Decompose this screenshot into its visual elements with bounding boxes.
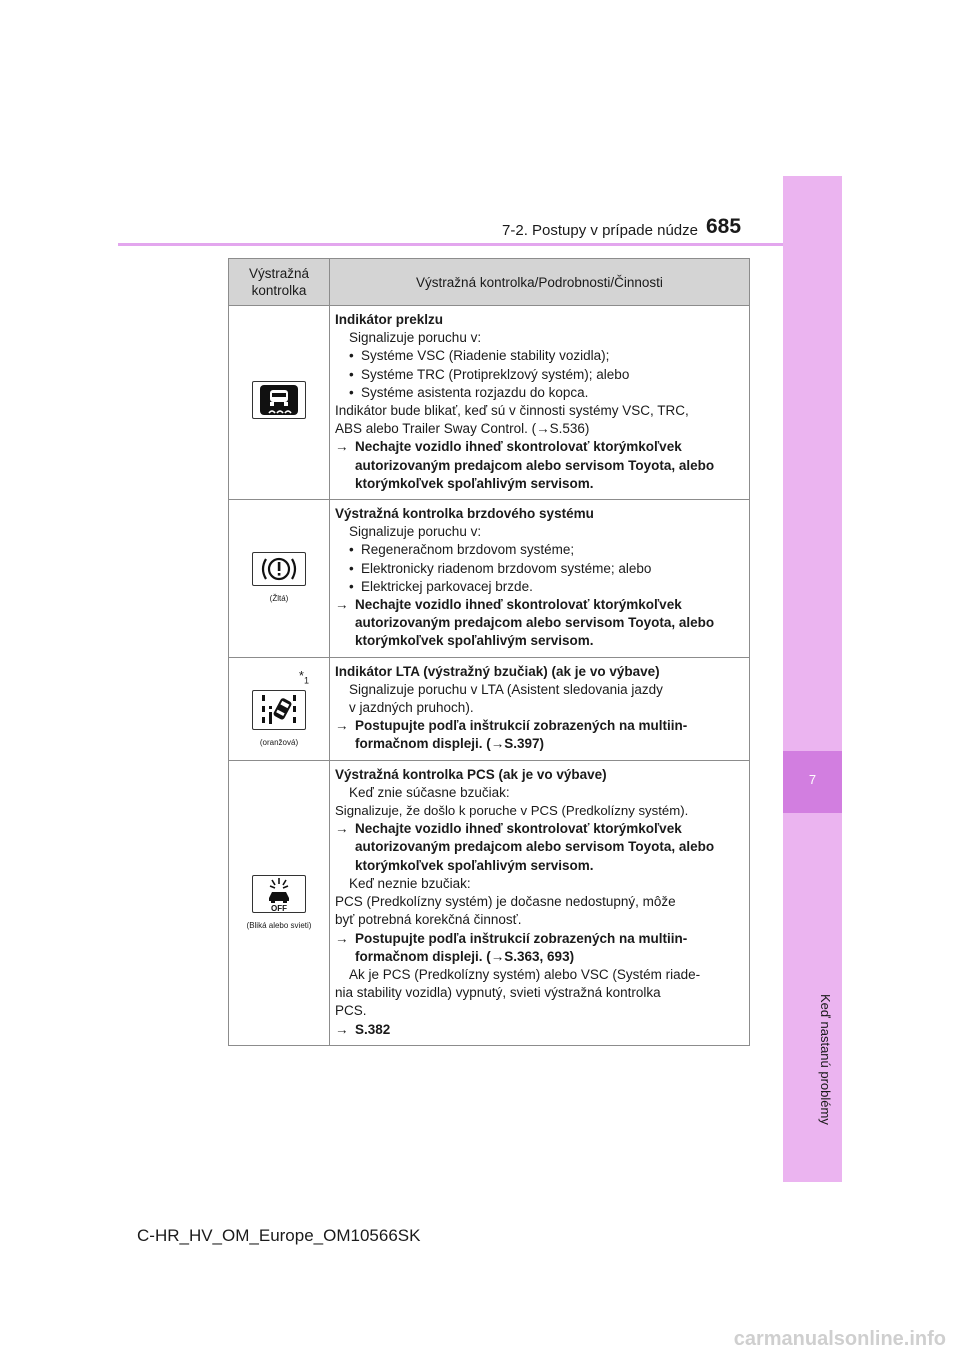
- page-number: 685: [706, 215, 742, 238]
- detail-line: PCS (Predkolízny systém) je dočasne nedostupný, môže: [335, 894, 676, 910]
- description-cell: [330, 760, 750, 1045]
- row-title: Výstražná kontrolka brzdového systému: [335, 506, 594, 522]
- action-instruction: → Postupujte podľa inštrukcií zobrazených na multiin-formačnom displeji. (→S.397): [335, 718, 688, 752]
- arrow-icon: →: [335, 718, 349, 734]
- icon-cell: [229, 760, 330, 1045]
- bullet-item: • Systéme asistenta rozjazdu do kopca.: [335, 384, 743, 402]
- header-rule: [118, 243, 783, 246]
- warning-lights-table: [228, 258, 750, 1046]
- bullet-item: • Systéme TRC (Protipreklzový systém); alebo: [335, 366, 743, 384]
- pcs-off-label: OFF: [271, 903, 287, 912]
- detail-line: Indikátor bude blikať, keď sú v činnosti systémy VSC, TRC,: [335, 403, 689, 419]
- action-instruction: → Nechajte vozidlo ihneď skontrolovať ktorýmkoľvek autorizovaným predajcom alebo servisom Toyota, alebo ktorýmkoľvek spoľahlivým servisom.: [335, 821, 715, 873]
- row-title: Indikátor LTA (výstražný bzučiak) (ak je vo výbave): [335, 663, 660, 679]
- brake-system-warning-icon: [252, 552, 306, 586]
- arrow-icon: →: [335, 821, 349, 837]
- document-code: C-HR_HV_OM_Europe_OM10566SK: [137, 1226, 421, 1245]
- footnote-marker: $*_1$: [298, 667, 309, 686]
- row-title: Výstražná kontrolka PCS (ak je vo výbave): [335, 766, 607, 782]
- arrow-icon: →: [335, 1021, 349, 1037]
- icon-cell: [229, 500, 330, 658]
- detail-line: ABS alebo Trailer Sway Control. (→S.536): [335, 421, 590, 437]
- arrow-icon: →: [335, 439, 349, 455]
- detail-line: PCS.: [335, 1003, 367, 1019]
- table-header-row: [229, 259, 750, 306]
- action-instruction: → Nechajte vozidlo ihneď skontrolovať ktorýmkoľvek autorizovaným predajcom alebo servisom Toyota, alebo ktorýmkoľvek spoľahlivým servisom.: [335, 597, 715, 649]
- bullet-item: • Elektrickej parkovacej brzde.: [335, 578, 743, 596]
- action-instruction: → S.382: [335, 1021, 743, 1039]
- detail-line: v jazdných pruhoch).: [349, 700, 474, 716]
- detail-line: Keď neznie bzučiak:: [349, 875, 471, 891]
- detail-line: byť potrebná korekčná činnosť.: [335, 912, 522, 928]
- chapter-number: 7: [808, 772, 817, 787]
- chapter-side-tab: [783, 176, 842, 1182]
- section-title: 7-2. Postupy v prípade núdze: [502, 222, 698, 239]
- action-instruction: → Postupujte podľa inštrukcií zobrazených na multiin-formačnom displeji. (→S.363, 693): [335, 930, 688, 964]
- chapter-title: Keď nastanú problémy: [818, 994, 833, 1125]
- icon-cell: [229, 657, 330, 760]
- icon-caption: (Žltá): [269, 594, 289, 604]
- detail-line: nia stability vozidla) vypnutý, svieti výstražná kontrolka: [335, 985, 661, 1001]
- action-instruction: → Nechajte vozidlo ihneď skontrolovať ktorýmkoľvek autorizovaným predajcom alebo servisom Toyota, alebo ktorýmkoľvek spoľahlivým servisom.: [335, 439, 715, 491]
- description-cell: [330, 500, 750, 658]
- row-title: Indikátor preklzu: [335, 312, 444, 327]
- icon-cell: [229, 306, 330, 500]
- arrow-icon: →: [335, 930, 349, 946]
- column-header-details: Výstražná kontrolka/Podrobnosti/Činnosti: [330, 259, 750, 306]
- detail-line: Keď znie súčasne bzučiak:: [349, 784, 510, 800]
- table-row: [229, 306, 750, 500]
- description-cell: [330, 306, 750, 500]
- watermark: carmanualsonline.info: [733, 1328, 946, 1350]
- bullet-item: • Elektronicky riadenom brzdovom systéme; alebo: [335, 560, 743, 578]
- slip-indicator-icon: [252, 381, 306, 419]
- icon-caption: (oranžová): [259, 737, 299, 747]
- description-cell: [330, 657, 750, 760]
- table-row: [229, 657, 750, 760]
- detail-line: Signalizuje, že došlo k poruche v PCS (Predkolízny systém).: [335, 803, 689, 819]
- pcs-warning-icon: [252, 875, 306, 913]
- icon-caption: (Bliká alebo svieti): [246, 920, 312, 930]
- detail-line: Signalizuje poruchu v:: [349, 524, 482, 540]
- lta-indicator-icon: [252, 690, 306, 730]
- detail-line: Signalizuje poruchu v:: [349, 330, 482, 346]
- column-header-light: Výstražná kontrolka: [229, 259, 330, 306]
- table-row: [229, 760, 750, 1045]
- detail-line: Signalizuje poruchu v LTA (Asistent sledovania jazdy: [349, 681, 663, 697]
- arrow-icon: →: [335, 597, 349, 613]
- table-row: [229, 500, 750, 658]
- detail-line: Ak je PCS (Predkolízny systém) alebo VSC (Systém riade-: [349, 966, 701, 982]
- bullet-item: • Systéme VSC (Riadenie stability vozidla);: [335, 347, 743, 365]
- bullet-item: • Regeneračnom brzdovom systéme;: [335, 541, 743, 559]
